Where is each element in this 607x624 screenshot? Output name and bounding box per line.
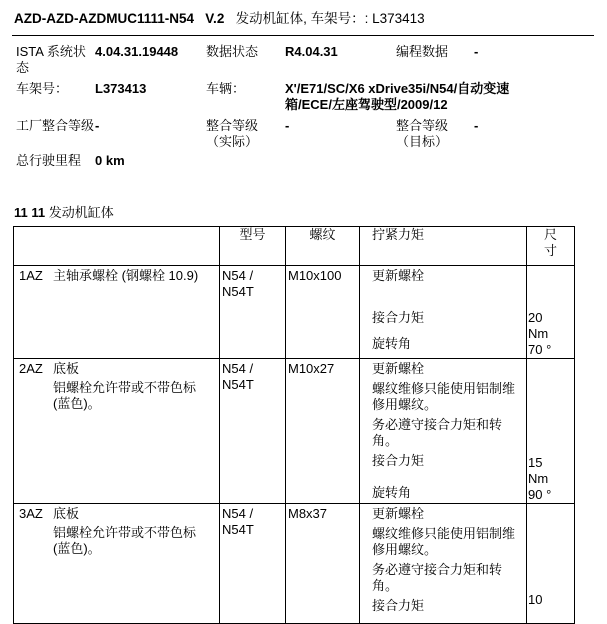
row-torque [360, 504, 527, 624]
header-description [14, 227, 220, 266]
actual-level-value: - [285, 118, 290, 133]
target-level-label: 整合等级（目标） [396, 118, 449, 149]
table-row [14, 266, 575, 359]
row-description [14, 266, 220, 359]
row-code: 2AZ [19, 361, 43, 376]
factory-level-value: - [95, 118, 100, 133]
actual-level-label: 整合等级（实际） [206, 118, 259, 149]
page-title [14, 11, 604, 27]
row-torque [360, 266, 527, 359]
size-value: 20 Nm [528, 310, 549, 341]
header-model: 型号 [220, 227, 286, 266]
torque-item: 更新螺栓 [372, 268, 425, 283]
data-status-label: 数据状态 [206, 44, 259, 59]
factory-level-label: 工厂整合等级 [16, 118, 95, 133]
mileage-label: 总行驶里程 [16, 153, 82, 168]
size-value: 10 [528, 592, 543, 607]
size-value: 70 ° [528, 342, 552, 357]
size-value: 90 ° [528, 487, 552, 502]
row-code: 1AZ [19, 268, 43, 283]
row-model: N54 / N54T [220, 504, 286, 624]
vehicle-label: 车辆： [206, 81, 246, 96]
torque-spec-table [13, 226, 575, 624]
row-code: 3AZ [19, 506, 43, 521]
header-divider [12, 35, 594, 36]
torque-item: 更新螺栓 [372, 361, 425, 376]
section-name: 发动机缸体 [48, 205, 114, 220]
row-size [527, 359, 575, 504]
table-row [14, 504, 575, 624]
row-thread: M8x37 [286, 504, 360, 624]
table-row [14, 359, 575, 504]
document-code: AZD-AZD-AZDMUC1111-N54 [14, 11, 195, 26]
vin-value: L373413 [95, 81, 147, 96]
header-torque: 拧紧力矩 [360, 227, 527, 266]
size-value: 15 Nm [528, 455, 549, 486]
ista-label: ISTA 系统状态 [16, 44, 86, 75]
row-size [527, 504, 575, 624]
document-version: V.2 [205, 11, 225, 26]
row-desc-block [53, 361, 213, 412]
data-status-value: R4.04.31 [285, 44, 338, 59]
torque-item: 旋转角 [372, 485, 412, 500]
row-desc-note: 铝螺栓允许带或不带色标(蓝色)。 [53, 380, 197, 411]
torque-item: 务必遵守接合力矩和转角。 [372, 417, 503, 448]
row-description [14, 359, 220, 504]
ista-value: 4.04.31.19448 [95, 44, 179, 59]
section-number: 11 11 [14, 205, 46, 220]
row-desc-block [53, 506, 213, 557]
section-title [14, 205, 114, 221]
torque-item: 务必遵守接合力矩和转角。 [372, 562, 503, 593]
header-size-label: 尺寸 [543, 227, 557, 258]
document-title-text: 发动机缸体, 车架号：: L373413 [235, 11, 425, 26]
torque-item: 旋转角 [372, 336, 412, 351]
row-model: N54 / N54T [220, 359, 286, 504]
row-size [527, 266, 575, 359]
target-level-value: - [474, 118, 479, 133]
programming-value: - [474, 44, 479, 59]
vehicle-value: X'/E71/SC/X6 xDrive35i/N54/自动变速箱/ECE/左座驾驶型/2009/12 [285, 81, 510, 112]
table-header-row [14, 227, 575, 266]
row-desc-note: 铝螺栓允许带或不带色标(蓝色)。 [53, 525, 197, 556]
row-description [14, 504, 220, 624]
header-size [527, 227, 575, 266]
mileage-value: 0 km [95, 153, 125, 168]
row-thread: M10x100 [286, 266, 360, 359]
programming-label: 编程数据 [396, 44, 449, 59]
row-desc: 底板 [53, 361, 80, 376]
torque-item: 接合力矩 [372, 453, 425, 468]
torque-item: 接合力矩 [372, 310, 425, 325]
torque-item: 螺纹维修只能使用铝制维修用螺纹。 [372, 381, 516, 412]
vin-label: 车架号： [16, 81, 69, 96]
header-thread: 螺纹 [286, 227, 360, 266]
torque-item: 更新螺栓 [372, 506, 425, 521]
torque-item: 接合力矩 [372, 598, 425, 613]
row-torque [360, 359, 527, 504]
row-thread: M10x27 [286, 359, 360, 504]
row-model: N54 / N54T [220, 266, 286, 359]
torque-item: 螺纹维修只能使用铝制维修用螺纹。 [372, 526, 516, 557]
row-desc: 底板 [53, 506, 80, 521]
row-desc: 主轴承螺栓 (钢螺栓 10.9) [53, 268, 199, 283]
